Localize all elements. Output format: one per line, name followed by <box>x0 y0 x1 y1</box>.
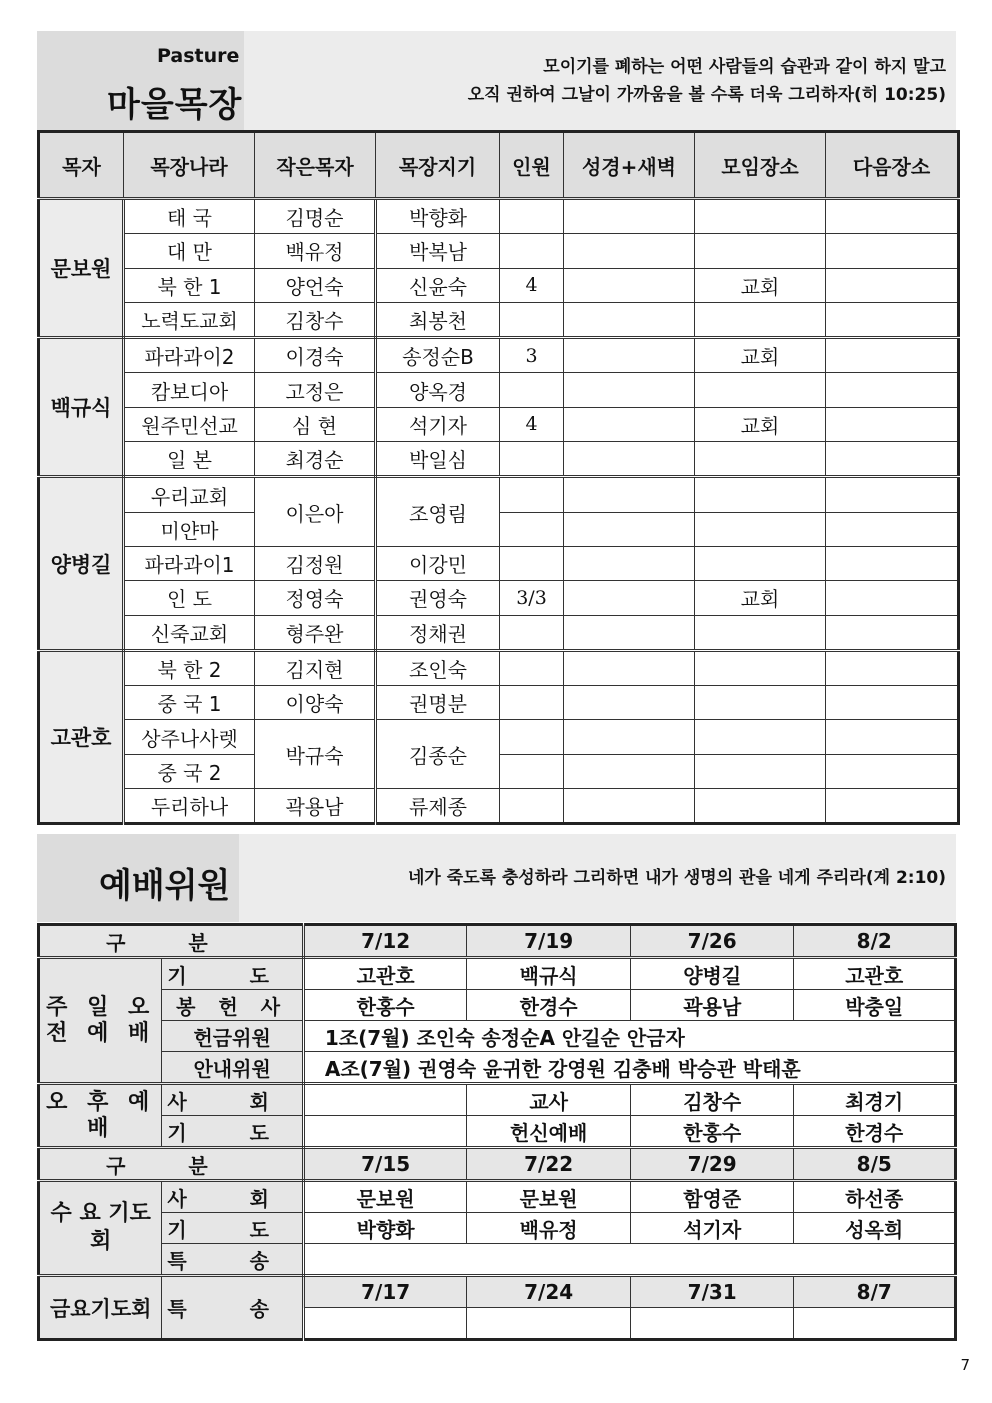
table-row <box>39 234 959 268</box>
worship-title-box <box>37 834 239 922</box>
bible-cell <box>564 442 695 477</box>
sunday-morning-label: 주 일 오 전 예 배 <box>39 958 162 1084</box>
count-cell <box>500 442 564 477</box>
keeper-cell: 박복남 <box>376 234 500 268</box>
table-row <box>39 1276 956 1308</box>
value-cell <box>303 1084 467 1116</box>
table-row <box>39 720 959 754</box>
value-cell: 백유정 <box>467 1213 631 1244</box>
small-shepherd-cell: 김명순 <box>255 199 376 234</box>
keeper-cell: 최봉천 <box>376 302 500 337</box>
col-header: 인원 <box>500 132 564 199</box>
bible-cell <box>564 546 695 580</box>
worship-header <box>37 834 956 922</box>
country-cell: 파라과이1 <box>124 546 255 580</box>
small-shepherd-cell: 심 현 <box>255 407 376 441</box>
table-row <box>39 1244 956 1276</box>
country-cell: 중 국 1 <box>124 686 255 720</box>
count-cell <box>500 512 564 546</box>
table-row <box>39 302 959 337</box>
keeper-cell: 석기자 <box>376 407 500 441</box>
pasture-verse-line2: 오직 권하여 그날이 가까움을 볼 수록 더욱 그리하자(히 10:25) <box>467 85 946 105</box>
shepherd-name: 문보원 <box>39 199 124 338</box>
row-label: 특 송 <box>162 1276 303 1340</box>
date-cell: 8/2 <box>794 925 956 958</box>
country-cell: 태 국 <box>124 199 255 234</box>
table-row <box>39 1021 956 1052</box>
count-cell: 3 <box>500 338 564 373</box>
small-shepherd-cell: 양언숙 <box>255 268 376 302</box>
place-cell <box>695 373 826 407</box>
small-shepherd-cell: 박규숙 <box>255 720 376 789</box>
bible-cell <box>564 268 695 302</box>
place-cell <box>695 199 826 234</box>
shepherd-name: 백규식 <box>39 338 124 477</box>
bible-cell <box>564 407 695 441</box>
value-cell: 함영준 <box>630 1181 794 1213</box>
table-row <box>39 1181 956 1213</box>
bible-cell <box>564 686 695 720</box>
value-cell: 고관호 <box>303 958 467 990</box>
next-cell <box>826 373 959 407</box>
col-header: 목장나라 <box>124 132 255 199</box>
next-cell <box>826 512 959 546</box>
keeper-cell: 신윤숙 <box>376 268 500 302</box>
next-cell <box>826 720 959 754</box>
value-cell: 문보원 <box>467 1181 631 1213</box>
small-shepherd-cell: 김정원 <box>255 546 376 580</box>
value-cell: 한경수 <box>467 990 631 1021</box>
value-cell: 한홍수 <box>630 1116 794 1148</box>
bible-cell <box>564 650 695 685</box>
value-cell: 양병길 <box>630 958 794 990</box>
table-row <box>39 789 959 824</box>
place-cell <box>695 789 826 824</box>
col-header: 다음장소 <box>826 132 959 199</box>
keeper-cell: 양옥경 <box>376 373 500 407</box>
value-cell: 한경수 <box>794 1116 956 1148</box>
date-cell: 7/29 <box>630 1148 794 1181</box>
country-cell: 북 한 2 <box>124 650 255 685</box>
value-cell: 곽용남 <box>630 990 794 1021</box>
value-cell: 김창수 <box>630 1084 794 1116</box>
place-cell <box>695 686 826 720</box>
count-cell <box>500 754 564 788</box>
small-shepherd-cell: 최경순 <box>255 442 376 477</box>
table-row <box>39 1213 956 1244</box>
count-cell <box>500 199 564 234</box>
date-cell: 8/7 <box>794 1276 956 1308</box>
country-cell: 인 도 <box>124 581 255 615</box>
value-cell <box>467 1308 631 1340</box>
keeper-cell: 정채권 <box>376 615 500 650</box>
row-label: 봉 헌 사 <box>162 990 303 1021</box>
value-cell: 성옥희 <box>794 1213 956 1244</box>
next-cell <box>826 754 959 788</box>
small-shepherd-cell: 이은아 <box>255 477 376 547</box>
count-cell <box>500 686 564 720</box>
next-cell <box>826 686 959 720</box>
next-cell <box>826 338 959 373</box>
value-cell: 한홍수 <box>303 990 467 1021</box>
count-cell <box>500 373 564 407</box>
table-row <box>39 442 959 477</box>
table-row <box>39 477 959 512</box>
shepherd-name: 양병길 <box>39 477 124 650</box>
guide-committee: A조(7월) 권영숙 윤귀한 강영원 김충배 박승관 박태훈 <box>303 1052 955 1084</box>
table-row <box>39 1084 956 1116</box>
value-cell: 박충일 <box>794 990 956 1021</box>
small-shepherd-cell: 이경숙 <box>255 338 376 373</box>
bible-cell <box>564 789 695 824</box>
table-row <box>39 686 959 720</box>
place-cell: 교회 <box>695 338 826 373</box>
country-cell: 상주나사렛 <box>124 720 255 754</box>
small-shepherd-cell: 김지현 <box>255 650 376 685</box>
pasture-table <box>37 130 960 825</box>
col-header: 목장지기 <box>376 132 500 199</box>
place-cell: 교회 <box>695 581 826 615</box>
count-cell: 4 <box>500 268 564 302</box>
table-row <box>39 581 959 615</box>
worship-table <box>37 923 957 1341</box>
table-row <box>39 546 959 580</box>
col-header: 모임장소 <box>695 132 826 199</box>
next-cell <box>826 302 959 337</box>
col-header: 성경+새벽 <box>564 132 695 199</box>
table-row <box>39 407 959 441</box>
table-row <box>39 338 959 373</box>
next-cell <box>826 615 959 650</box>
date-cell: 7/22 <box>467 1148 631 1181</box>
country-cell: 원주민선교 <box>124 407 255 441</box>
country-cell: 파라과이2 <box>124 338 255 373</box>
next-cell <box>826 199 959 234</box>
date-cell: 7/31 <box>630 1276 794 1308</box>
row-label: 특 송 <box>162 1244 303 1276</box>
table-row <box>39 615 959 650</box>
afternoon-label: 오 후 예 배 <box>39 1084 162 1148</box>
wed-date-row <box>39 1148 956 1181</box>
bible-cell <box>564 477 695 512</box>
table-row <box>39 1052 956 1084</box>
country-cell: 중 국 2 <box>124 754 255 788</box>
place-cell <box>695 650 826 685</box>
country-cell: 미얀마 <box>124 512 255 546</box>
bible-cell <box>564 512 695 546</box>
table-row <box>39 199 959 234</box>
keeper-cell: 김종순 <box>376 720 500 789</box>
place-cell <box>695 302 826 337</box>
value-cell: 최경기 <box>794 1084 956 1116</box>
keeper-cell: 조영림 <box>376 477 500 547</box>
keeper-cell: 권영숙 <box>376 581 500 615</box>
small-shepherd-cell: 곽용남 <box>255 789 376 824</box>
count-cell <box>500 650 564 685</box>
bible-cell <box>564 720 695 754</box>
value-cell: 석기자 <box>630 1213 794 1244</box>
place-cell: 교회 <box>695 407 826 441</box>
keeper-cell: 송정순B <box>376 338 500 373</box>
count-cell <box>500 789 564 824</box>
next-cell <box>826 581 959 615</box>
count-cell <box>500 615 564 650</box>
date-cell: 7/15 <box>303 1148 467 1181</box>
date-cell: 8/5 <box>794 1148 956 1181</box>
bible-cell <box>564 615 695 650</box>
count-cell <box>500 477 564 512</box>
next-cell <box>826 268 959 302</box>
country-cell: 대 만 <box>124 234 255 268</box>
small-shepherd-cell: 백유정 <box>255 234 376 268</box>
keeper-cell: 권명분 <box>376 686 500 720</box>
pasture-verse-line1: 모이기를 폐하는 어떤 사람들의 습관과 같이 하지 말고 <box>543 57 946 77</box>
small-shepherd-cell: 고정은 <box>255 373 376 407</box>
count-cell <box>500 302 564 337</box>
place-cell <box>695 754 826 788</box>
place-cell <box>695 720 826 754</box>
pasture-title: 마을목장 <box>107 85 243 125</box>
country-cell: 우리교회 <box>124 477 255 512</box>
row-label: 사 회 <box>162 1084 303 1116</box>
country-cell: 캄보디아 <box>124 373 255 407</box>
division-label: 구 분 <box>39 925 304 958</box>
col-header: 목자 <box>39 132 124 199</box>
value-cell: 고관호 <box>794 958 956 990</box>
keeper-cell: 박향화 <box>376 199 500 234</box>
pasture-subtitle: Pasture <box>157 45 240 67</box>
sunday-date-row <box>39 925 956 958</box>
date-cell: 7/12 <box>303 925 467 958</box>
special-song-cell <box>303 1244 955 1276</box>
division-label: 구 분 <box>39 1148 304 1181</box>
worship-title: 예배위원 <box>99 866 231 906</box>
date-cell: 7/26 <box>630 925 794 958</box>
value-cell: 문보원 <box>303 1181 467 1213</box>
value-cell: 교사 <box>467 1084 631 1116</box>
count-cell: 4 <box>500 407 564 441</box>
small-shepherd-cell: 정영숙 <box>255 581 376 615</box>
next-cell <box>826 407 959 441</box>
row-label: 헌금위원 <box>162 1021 303 1052</box>
country-cell: 일 본 <box>124 442 255 477</box>
place-cell <box>695 615 826 650</box>
keeper-cell: 이강민 <box>376 546 500 580</box>
value-cell: 하선종 <box>794 1181 956 1213</box>
row-label: 안내위원 <box>162 1052 303 1084</box>
next-cell <box>826 442 959 477</box>
small-shepherd-cell: 이양숙 <box>255 686 376 720</box>
count-cell <box>500 720 564 754</box>
next-cell <box>826 234 959 268</box>
wed-label: 수 요 기도회 <box>39 1181 162 1276</box>
value-cell: 박향화 <box>303 1213 467 1244</box>
next-cell <box>826 477 959 512</box>
place-cell <box>695 477 826 512</box>
value-cell <box>794 1308 956 1340</box>
count-cell <box>500 234 564 268</box>
keeper-cell: 박일심 <box>376 442 500 477</box>
date-cell: 7/17 <box>303 1276 467 1308</box>
pasture-header <box>37 31 956 130</box>
small-shepherd-cell: 김창수 <box>255 302 376 337</box>
place-cell <box>695 546 826 580</box>
next-cell <box>826 546 959 580</box>
fri-label: 금요기도회 <box>39 1276 162 1340</box>
table-row <box>39 958 956 990</box>
date-cell: 7/24 <box>467 1276 631 1308</box>
row-label: 사 회 <box>162 1181 303 1213</box>
bible-cell <box>564 373 695 407</box>
value-cell <box>303 1308 467 1340</box>
table-row <box>39 1116 956 1148</box>
country-cell: 북 한 1 <box>124 268 255 302</box>
table-row <box>39 373 959 407</box>
shepherd-name: 고관호 <box>39 650 124 823</box>
table-row <box>39 990 956 1021</box>
count-cell <box>500 546 564 580</box>
bible-cell <box>564 754 695 788</box>
value-cell <box>630 1308 794 1340</box>
country-cell: 노력도교회 <box>124 302 255 337</box>
worship-verse: 네가 죽도록 충성하라 그리하면 내가 생명의 관을 네게 주리라(계 2:10) <box>407 868 946 888</box>
place-cell <box>695 512 826 546</box>
pasture-title-box <box>37 31 244 130</box>
keeper-cell: 류제종 <box>376 789 500 824</box>
row-label: 기 도 <box>162 1116 303 1148</box>
place-cell: 교회 <box>695 268 826 302</box>
value-cell <box>303 1116 467 1148</box>
bible-cell <box>564 199 695 234</box>
next-cell <box>826 789 959 824</box>
money-committee: 1조(7월) 조인숙 송정순A 안길순 안금자 <box>303 1021 955 1052</box>
table-row <box>39 650 959 685</box>
bible-cell <box>564 581 695 615</box>
count-cell: 3/3 <box>500 581 564 615</box>
small-shepherd-cell: 형주완 <box>255 615 376 650</box>
pasture-verse <box>468 53 946 109</box>
place-cell <box>695 442 826 477</box>
value-cell: 헌신예배 <box>467 1116 631 1148</box>
row-label: 기 도 <box>162 1213 303 1244</box>
bible-cell <box>564 302 695 337</box>
country-cell: 신죽교회 <box>124 615 255 650</box>
keeper-cell: 조인숙 <box>376 650 500 685</box>
next-cell <box>826 650 959 685</box>
pasture-header-row <box>39 132 959 199</box>
bible-cell <box>564 338 695 373</box>
col-header: 작은목자 <box>255 132 376 199</box>
date-cell: 7/19 <box>467 925 631 958</box>
bible-cell <box>564 234 695 268</box>
row-label: 기 도 <box>162 958 303 990</box>
table-row <box>39 268 959 302</box>
page-number: 7 <box>960 1356 970 1374</box>
value-cell: 백규식 <box>467 958 631 990</box>
place-cell <box>695 234 826 268</box>
country-cell: 두리하나 <box>124 789 255 824</box>
